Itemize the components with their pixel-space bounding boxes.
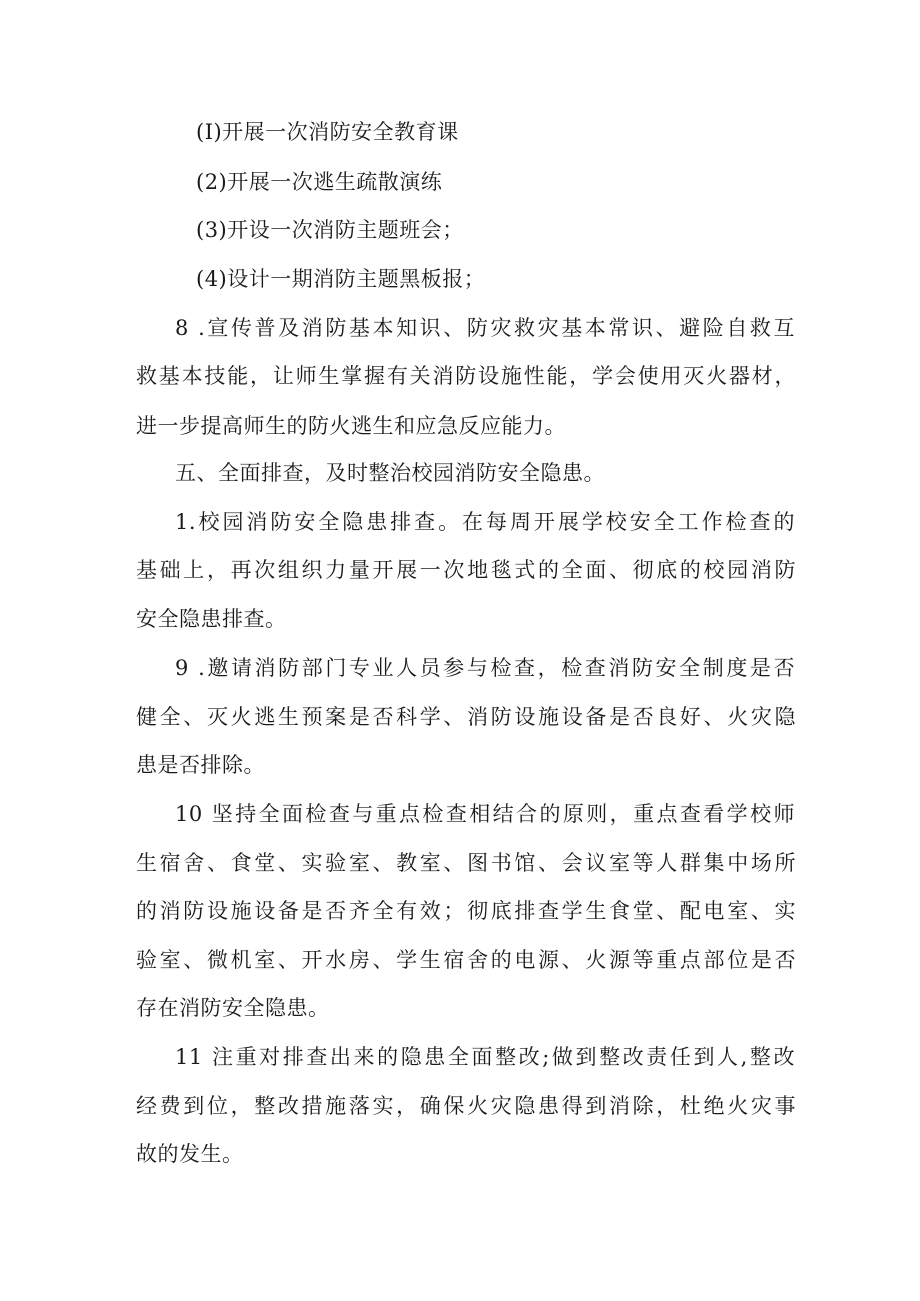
text-line: (3)开设一次消防主题班会； [196,218,464,242]
section-heading: 五、全面排查，及时整治校园消防安全隐患。 [175,461,605,485]
text-line: 基础上，再次组织力量开展一次地毯式的全面、彻底的校园消防 [136,558,796,582]
text-line: 存在消防安全隐患。 [136,996,330,1020]
text-line: 8 .宣传普及消防基本知识、防灾救灾基本常识、避险自救互 [175,316,795,340]
text-line: 的消防设施设备是否齐全有效；彻底排查学生食堂、配电室、实 [136,899,796,923]
text-line: 健全、灭火逃生预案是否科学、消防设施设备是否良好、火灾隐 [136,705,796,729]
text-line: 1.校园消防安全隐患排查。在每周开展学校安全工作检查的 [175,510,795,534]
text-line: 进一步提高师生的防火逃生和应急反应能力。 [136,414,566,438]
text-line: (4)设计一期消防主题黑板报； [196,267,486,291]
text-line: 救基本技能，让师生掌握有关消防设施性能，学会使用灭火器材， [136,364,796,388]
text-line: 故的发生。 [136,1142,244,1166]
text-line: 患是否排除。 [136,753,265,777]
text-line: 验室、微机室、开水房、学生宿舍的电源、火源等重点部位是否 [136,948,796,972]
text-line: (I)开展一次消防安全教育课 [196,120,459,144]
text-line: 11 注重对排查出来的隐患全面整改;做到整改责任到人,整改 [175,1045,795,1069]
text-line: 9 .邀请消防部门专业人员参与检查，检查消防安全制度是否 [175,656,795,680]
text-line: 安全隐患排查。 [136,607,287,631]
text-line: (2)开展一次逃生疏散演练 [196,170,443,194]
text-line: 经费到位，整改措施落实，确保火灾隐患得到消除，杜绝火灾事 [136,1094,796,1118]
text-line: 生宿舍、食堂、实验室、教室、图书馆、会议室等人群集中场所 [136,851,796,875]
text-line: 10 坚持全面检查与重点检查相结合的原则，重点查看学校师 [175,802,795,826]
